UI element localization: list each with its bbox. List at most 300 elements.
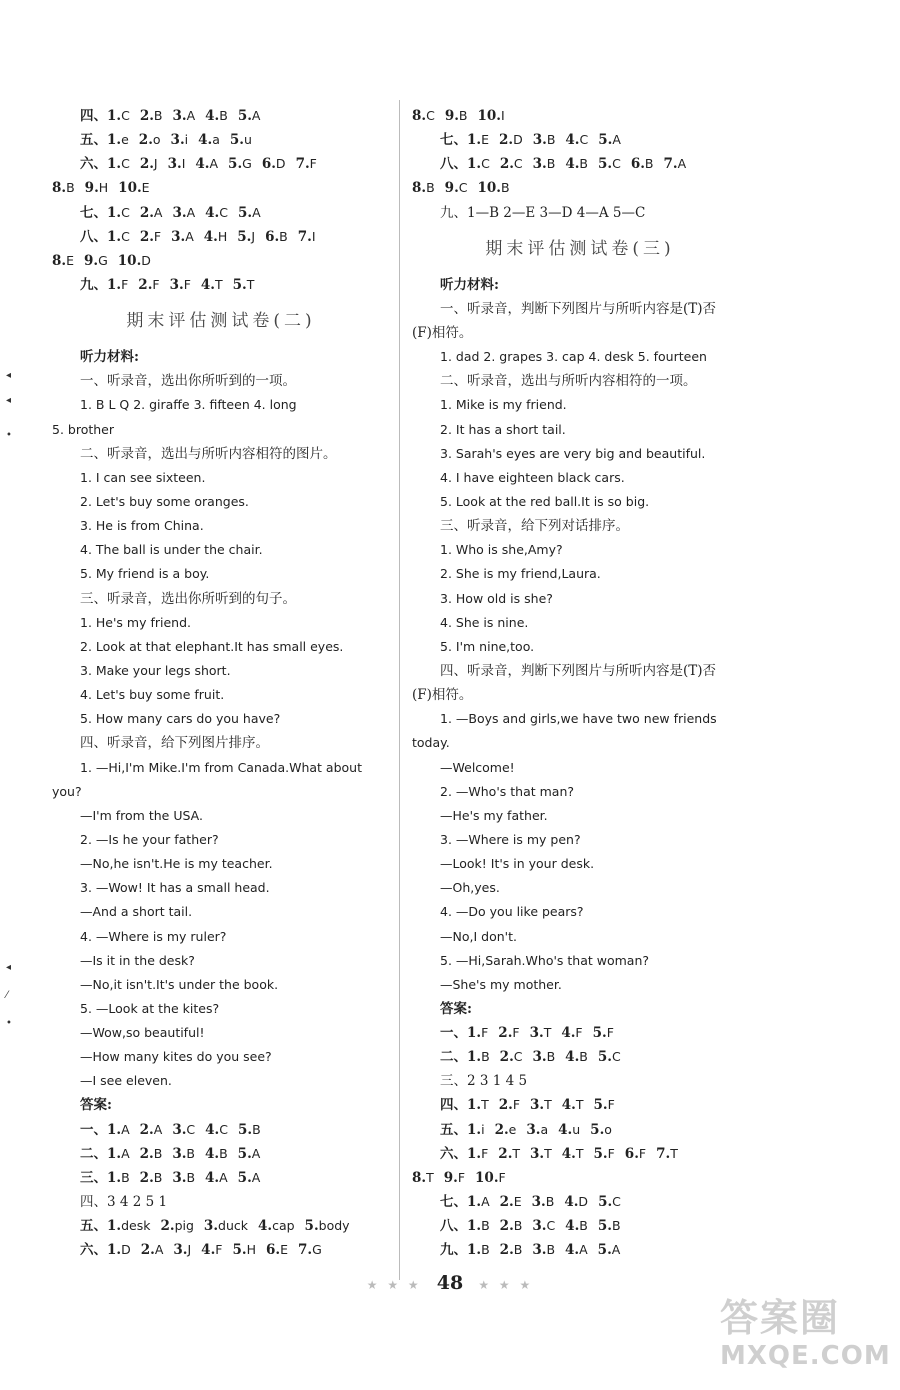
answer-line (412, 1166, 748, 1190)
answer-value: A (677, 156, 687, 172)
answer-number: 3. (170, 132, 185, 149)
answer-value: F (638, 1145, 647, 1161)
answer-value: T (575, 1145, 584, 1161)
instruction-line: 四、听录音，给下列图片排序。 (80, 735, 269, 752)
english-line: —No,I don't. (440, 928, 517, 944)
answer-value: A (579, 1242, 588, 1258)
answer-number: 3. (529, 1025, 544, 1042)
answer-value: u (572, 1121, 581, 1137)
answer-line (52, 104, 390, 128)
answer-value: D (513, 132, 523, 148)
answer-number: 3. (172, 1169, 187, 1186)
answer-item (475, 1170, 506, 1186)
answer-value: T (214, 276, 223, 292)
answer-value: I (311, 228, 316, 244)
answer-value: F (121, 276, 129, 292)
answer-number: 5. (237, 1121, 253, 1138)
answer-value: body (318, 1218, 350, 1234)
answer-item (160, 1218, 193, 1234)
answer-item (238, 108, 261, 124)
answer-line (52, 1214, 390, 1238)
right-column (412, 104, 748, 1262)
english-line: 4. —Do you like pears? (440, 904, 584, 920)
english-line: 3. —Wow! It has a small head. (80, 880, 270, 896)
answer-line (52, 128, 390, 152)
answer-number: 2. (499, 156, 514, 173)
answer-number: 4. (565, 1049, 580, 1066)
answer-item (118, 180, 149, 196)
answer-value: B (644, 156, 654, 172)
answer-item (170, 277, 191, 293)
answer-item (198, 132, 220, 148)
instruction-line: 三、听录音，选出你所听到的句子。 (80, 590, 296, 607)
answer-item (530, 1097, 552, 1113)
english-line: you? (52, 783, 82, 799)
answer-value: F (183, 276, 191, 292)
answer-item (664, 156, 687, 172)
english-line: 2. —Who's that man? (440, 783, 575, 799)
answer-item (565, 1242, 588, 1258)
english-line: —Is it in the desk? (80, 952, 195, 968)
answer-number: 9. (443, 1169, 458, 1186)
answer-value: B (426, 180, 435, 196)
answer-number: 2. (499, 1242, 514, 1259)
answer-number: 4. (195, 156, 210, 173)
margin-mark: ⁄ (6, 990, 8, 1001)
english-line: —And a short tail. (80, 904, 193, 920)
answer-line (412, 104, 748, 128)
answer-number: 10. (477, 180, 501, 197)
answer-item (412, 180, 435, 196)
answer-item (140, 1170, 163, 1186)
answer-line (52, 225, 390, 249)
answer-line (412, 1045, 748, 1069)
answer-item (298, 1242, 322, 1258)
english-line: 5. —Hi,Sarah.Who's that woman? (440, 952, 650, 968)
answer-value: B (219, 108, 228, 123)
answer-number: 2. (498, 1025, 513, 1042)
answer-item (533, 1049, 556, 1065)
answer-item (558, 1122, 580, 1138)
answer-value: A (481, 1194, 490, 1210)
answer-value: G (312, 1242, 322, 1258)
answer-item (205, 1170, 228, 1186)
answer-value: E (513, 1194, 522, 1210)
answer-item (593, 1025, 614, 1041)
answer-value: B (546, 156, 556, 172)
answer-value: J (187, 1242, 192, 1258)
answer-value: H (98, 180, 109, 196)
answer-value: F (457, 1169, 466, 1185)
answer-item (230, 132, 252, 148)
answer-line (412, 1118, 748, 1142)
answer-value: o (152, 132, 161, 148)
answer-number: 7. (297, 228, 312, 245)
answer-item (656, 1146, 678, 1162)
answer-item (594, 1146, 615, 1162)
answer-item (265, 229, 288, 245)
answer-value: B (545, 1194, 555, 1210)
answer-value: i (481, 1121, 485, 1137)
answer-value: B (279, 228, 288, 244)
answer-value: F (215, 1242, 223, 1258)
answer-value: C (219, 204, 228, 220)
answer-number: 3. (203, 1218, 219, 1235)
answer-item (478, 180, 510, 196)
answer-number: 4. (205, 1145, 220, 1162)
answer-line (412, 176, 748, 200)
answer-value: B (186, 1169, 196, 1185)
answer-number: 3. (167, 156, 182, 173)
answer-item (444, 1170, 465, 1186)
answer-number: 四、1. (80, 108, 122, 124)
answer-item (80, 205, 130, 221)
answer-number: 3. (172, 1121, 187, 1138)
answer-number: 6. (265, 228, 280, 245)
answer-value: u (243, 132, 252, 148)
answer-item (205, 1122, 228, 1138)
answer-number: 4. (561, 1097, 576, 1114)
answer-line (52, 152, 390, 176)
answer-item (440, 1122, 485, 1138)
answer-number: 3. (532, 132, 547, 149)
answer-line (52, 1166, 390, 1190)
english-line: —No,it isn't.It's under the book. (80, 976, 279, 992)
answer-number: 4. (205, 1121, 220, 1138)
answer-number: 4. (561, 1025, 576, 1042)
answer-value: cap (272, 1218, 295, 1234)
answer-number: 2. (498, 1145, 513, 1162)
answer-value: B (252, 1121, 261, 1137)
answer-number: 2. (138, 276, 153, 293)
instruction-line: 四、听录音，判断下列图片与所听内容是(T)否 (440, 662, 717, 679)
answer-value: F (498, 1169, 506, 1185)
answer-number: 2. (139, 156, 154, 173)
answer-number: 5. (597, 1242, 612, 1259)
answer-item (440, 1242, 490, 1258)
answer-number: 5. (229, 132, 244, 149)
answer-item (237, 229, 255, 245)
answer-number: 七、1. (80, 204, 122, 221)
answer-line (52, 1238, 390, 1262)
answer-number: 3. (532, 156, 547, 173)
english-line: 5. I'm nine,too. (440, 638, 535, 654)
answer-number: 2. (499, 1218, 514, 1235)
answer-value: F (481, 1025, 489, 1041)
answer-value: D (578, 1194, 589, 1210)
answer-number: 10. (477, 108, 501, 124)
answer-item (201, 277, 223, 293)
english-line: 1. —Hi,I'm Mike.I'm from Canada.What about (80, 759, 362, 775)
english-line: —I'm from the USA. (80, 807, 203, 823)
answer-number: 六、1. (80, 1242, 122, 1259)
answer-number: 8. (52, 180, 67, 197)
answer-value: T (575, 1097, 584, 1113)
answer-value: A (153, 204, 163, 220)
instruction-line: 二、听录音，选出与所听内容相符的一项。 (440, 373, 697, 390)
answer-value: C (426, 108, 435, 123)
answer-value: A (209, 156, 219, 172)
answer-number: 5. (237, 228, 252, 245)
instruction-line: 三、2 3 1 4 5 (440, 1073, 528, 1090)
answer-value: A (252, 204, 261, 220)
english-line: 2. —Is he your father? (80, 831, 219, 847)
answer-value: G (98, 252, 108, 268)
answer-item (171, 132, 189, 148)
english-line: —I see eleven. (80, 1073, 172, 1089)
answer-value: T (544, 1097, 552, 1113)
english-line: 1. Mike is my friend. (440, 397, 567, 413)
answer-item (562, 1146, 584, 1162)
answer-value: E (481, 132, 489, 148)
answer-number: 5. (593, 1145, 608, 1162)
section-title: 期末评估测试卷(二) (126, 311, 316, 332)
answer-number: 5. (232, 276, 247, 293)
instruction-line: 三、听录音，给下列对话排序。 (440, 518, 629, 535)
answer-value: B (501, 180, 510, 196)
answer-value: F (607, 1097, 615, 1113)
answer-item (598, 1218, 621, 1234)
answer-item (140, 1146, 163, 1162)
answer-number: 四、1. (440, 1097, 482, 1114)
answer-number: 2. (139, 108, 154, 124)
answer-value: A (121, 1121, 130, 1137)
answer-number: 5. (228, 156, 243, 173)
english-line: 1. He's my friend. (80, 614, 191, 630)
answer-item (205, 205, 228, 221)
answer-value: B (153, 108, 163, 123)
answer-item (598, 1242, 621, 1258)
answer-item (233, 277, 255, 293)
answer-number: 6. (265, 1242, 281, 1259)
answer-number: 4. (561, 1145, 576, 1162)
answer-item (498, 1025, 519, 1041)
answer-item (478, 108, 505, 124)
margin-mark: ◂ (6, 962, 12, 973)
answer-number: 九、1. (440, 1242, 482, 1259)
answer-number: 5. (237, 1145, 252, 1162)
answer-value: o (604, 1121, 612, 1137)
answer-item (499, 1097, 520, 1113)
answer-item (561, 1025, 582, 1041)
section-header: 答案: (80, 1097, 112, 1114)
answer-item (204, 1218, 248, 1234)
answer-number: 8. (412, 108, 427, 124)
watermark-bottom: MXQE.COM (720, 1341, 891, 1371)
english-line: 5. —Look at the kites? (80, 1000, 220, 1016)
answer-item (500, 1242, 523, 1258)
answer-number: 八、1. (80, 228, 122, 245)
answer-number: 2. (499, 1194, 514, 1211)
answer-item (238, 1146, 261, 1162)
instruction-line: 一、听录音，选出你所听到的一项。 (80, 373, 296, 390)
answer-value: B (546, 132, 556, 148)
answer-item (140, 205, 163, 221)
answer-number: 2. (139, 204, 154, 221)
english-line: —No,he isn't.He is my teacher. (80, 856, 273, 872)
answer-item (84, 253, 108, 269)
answer-number: 7. (656, 1145, 671, 1162)
answer-value: C (513, 1049, 523, 1065)
margin-mark: ◂ (6, 395, 12, 406)
answer-number: 3. (531, 1194, 546, 1211)
english-line: 5. How many cars do you have? (80, 711, 281, 727)
answer-number: 4. (565, 132, 580, 149)
answer-number: 4. (565, 1242, 580, 1259)
answer-value: H (246, 1242, 256, 1258)
answer-item (526, 1122, 548, 1138)
answer-value: B (513, 1242, 523, 1258)
answer-value: B (579, 1218, 588, 1234)
answer-item (562, 1097, 584, 1113)
answer-item (141, 1242, 164, 1258)
answer-number: 4. (565, 1218, 580, 1235)
section-title: 期末评估测试卷(三) (485, 238, 675, 259)
answer-value: I (181, 156, 186, 172)
answer-item (172, 205, 195, 221)
answer-value: T (246, 276, 255, 292)
answer-item (625, 1146, 646, 1162)
answer-number: 4. (564, 1194, 579, 1211)
answer-item (499, 132, 523, 148)
answer-item (598, 132, 621, 148)
answer-item (532, 1242, 555, 1258)
answer-value: pig (174, 1218, 194, 1234)
answer-item (238, 1122, 261, 1138)
answer-line (412, 152, 748, 176)
margin-mark: • (6, 430, 12, 441)
watermark-top: 答案圈 (720, 1296, 841, 1340)
answer-number: 4. (257, 1218, 273, 1235)
answer-value: B (153, 1145, 163, 1161)
answer-value: C (121, 204, 130, 220)
answer-number: 2. (138, 132, 153, 149)
answer-item (500, 1049, 523, 1065)
answer-item (80, 156, 130, 172)
answer-item (296, 156, 317, 172)
answer-number: 4. (198, 132, 213, 149)
answer-value: J (251, 228, 256, 244)
answer-value: E (280, 1242, 288, 1258)
english-line: 5. My friend is a boy. (80, 566, 210, 582)
answer-number: 10. (475, 1169, 499, 1186)
english-line: —She's my mother. (440, 976, 562, 992)
answer-value: A (219, 1169, 228, 1185)
answer-number: 2. (139, 228, 154, 245)
english-line: —Wow,so beautiful! (80, 1025, 205, 1041)
answer-number: 5. (232, 1242, 247, 1259)
english-line: 4. Let's buy some fruit. (80, 687, 225, 703)
answer-value: A (185, 228, 194, 244)
english-line: 1. Who is she,Amy? (440, 542, 563, 558)
answer-value: T (512, 1145, 521, 1161)
answer-value: F (606, 1025, 614, 1041)
answer-item (172, 1122, 195, 1138)
answer-number: 6. (261, 156, 276, 173)
answer-item (565, 132, 588, 148)
answer-number: 5. (597, 1049, 612, 1066)
answer-value: G (242, 156, 252, 172)
answer-item (80, 229, 130, 245)
answer-number: 4. (205, 204, 220, 221)
english-line: 5. Look at the red ball.It is so big. (440, 493, 650, 509)
english-line: 1. dad 2. grapes 3. cap 4. desk 5. fourteen (440, 349, 707, 365)
english-line: 2. Let's buy some oranges. (80, 493, 249, 509)
answer-number: 2. (499, 1049, 514, 1066)
instruction-line: (F)相符。 (412, 324, 473, 341)
answer-line (52, 249, 390, 273)
answer-item (140, 1122, 163, 1138)
answer-number: 4. (201, 1242, 216, 1259)
answer-item (195, 156, 218, 172)
answer-number: 7. (663, 156, 678, 173)
answer-line (412, 1021, 748, 1045)
answer-item (440, 1194, 490, 1210)
answer-item (598, 1194, 621, 1210)
answer-item (533, 156, 556, 172)
english-line: 2. She is my friend,Laura. (440, 566, 601, 582)
answer-value: F (309, 156, 317, 172)
answer-item (440, 1146, 488, 1162)
english-line: 1. —Boys and girls,we have two new friends (440, 711, 717, 727)
answer-item (440, 132, 489, 148)
answer-value: D (141, 252, 151, 268)
answer-item (80, 1146, 130, 1162)
answer-line (412, 1238, 748, 1262)
answer-number: 6. (624, 1145, 639, 1162)
answer-value: duck (218, 1218, 248, 1234)
answer-item (440, 1097, 489, 1113)
answer-number: 五、1. (80, 132, 122, 149)
answer-value: F (575, 1025, 583, 1041)
answer-item (532, 1194, 555, 1210)
answer-number: 3. (532, 1049, 547, 1066)
answer-value: C (186, 1121, 196, 1137)
english-line: —Look! It's in your desk. (440, 856, 595, 872)
answer-value: A (251, 1169, 261, 1185)
answer-item (565, 156, 588, 172)
answer-item (205, 108, 228, 124)
english-line: today. (412, 735, 450, 751)
answer-number: 2. (139, 1121, 154, 1138)
answer-item (412, 1170, 434, 1186)
answer-line (52, 201, 390, 225)
answer-item (565, 1218, 588, 1234)
answer-value: a (540, 1121, 549, 1137)
answer-number: 九、1. (80, 276, 122, 293)
english-line: 1. B L Q 2. giraffe 3. fifteen 4. long (80, 397, 297, 413)
answer-item (266, 1242, 288, 1258)
answer-number: 5. (597, 1218, 612, 1235)
answer-item (118, 253, 151, 269)
answer-number: 5. (304, 1218, 319, 1235)
answer-value: F (512, 1025, 520, 1041)
answer-value: F (152, 276, 160, 292)
answer-value: B (153, 1169, 163, 1185)
answer-number: 5. (598, 156, 613, 173)
answer-item (500, 156, 523, 172)
answer-line (52, 1142, 390, 1166)
answer-number: 4. (558, 1121, 573, 1138)
english-line: —How many kites do you see? (80, 1049, 272, 1065)
answer-item (228, 156, 252, 172)
answer-number: 5. (598, 1194, 613, 1211)
answer-number: 3. (173, 1242, 188, 1259)
answer-value: A (121, 1145, 130, 1161)
answer-number: 5. (598, 132, 613, 149)
english-line: 3. Make your legs short. (80, 662, 231, 678)
answer-item (565, 1049, 588, 1065)
